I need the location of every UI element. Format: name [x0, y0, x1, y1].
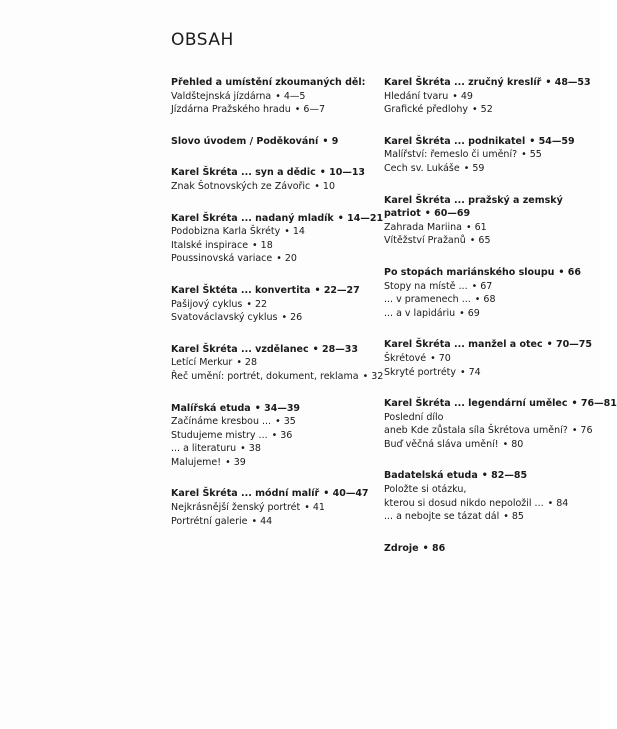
toc-heading-entry	[171, 166, 376, 180]
toc-entry	[384, 103, 589, 117]
toc-section	[384, 135, 589, 176]
toc-heading-entry	[384, 76, 589, 90]
toc-section	[171, 212, 384, 266]
toc-entry-title: Malířská etuda	[171, 402, 251, 414]
toc-entry-title: Karel Škréta ... pražský a zemský	[384, 194, 563, 206]
toc-entry-title: Malířství: řemeslo či umění?	[384, 149, 518, 161]
toc-entry-title: Pašijový cyklus	[171, 298, 243, 310]
toc-entry	[171, 415, 376, 429]
toc-entry-title: Po stopách mariánského sloupu	[384, 266, 555, 278]
toc-entry-title: Studujeme mistry ...	[171, 429, 268, 441]
toc-entry	[171, 456, 376, 470]
toc-entry-title: Buď věčná sláva umění!	[384, 438, 499, 450]
toc-entry-title: Začínáme kresbou ...	[171, 416, 272, 428]
toc-entry-title: Vítěžství Pražanů	[384, 235, 466, 247]
toc-entry	[384, 90, 589, 104]
toc-entry-title: Karel Škréta ... manžel a otec	[384, 339, 543, 351]
toc-section	[171, 284, 376, 325]
toc-entry-title: Badatelská etuda	[384, 470, 478, 482]
toc-entry	[384, 148, 589, 162]
toc-heading-entry	[384, 194, 589, 208]
toc-page-number: • 67	[471, 280, 493, 292]
toc-entry-title: Karel Škréta ... vzdělanec	[171, 343, 309, 355]
toc-page-number: • 39	[225, 456, 246, 468]
toc-page-number: • 61	[466, 221, 487, 233]
toc-entry-title: Přehled a umístění zkoumaných děl:	[171, 77, 366, 88]
toc-page-number: • 44	[251, 515, 273, 527]
toc-entry-title: Karel Škréta ... nadaný mladík	[171, 212, 334, 224]
toc-right-column	[384, 76, 617, 573]
toc-page-number: • 68	[474, 294, 496, 306]
toc-heading-entry	[384, 135, 589, 149]
toc-entry-title: Letící Merkur	[171, 357, 233, 369]
toc-page-number: • 85	[503, 511, 524, 523]
toc-entry	[171, 515, 376, 529]
toc-section	[384, 76, 589, 117]
toc-heading-entry	[171, 487, 376, 501]
toc-page-number: • 82—85	[481, 470, 528, 482]
toc-entry	[384, 221, 589, 235]
toc-page-number: • 41	[304, 502, 325, 514]
toc-entry-title: Grafické předlohy	[384, 104, 469, 116]
toc-entry	[171, 103, 376, 117]
toc-entry	[384, 483, 589, 497]
toc-entry	[171, 356, 376, 370]
toc-heading-entry	[384, 266, 589, 280]
toc-heading-entry	[384, 542, 589, 556]
toc-heading-entry	[171, 343, 376, 357]
toc-entry	[171, 501, 376, 515]
toc-entry-title: Svatováclavský cyklus	[171, 312, 278, 324]
toc-page-number: • 10—13	[319, 167, 366, 179]
toc-entry-title: Karel Šktéta ... konvertita	[171, 284, 311, 296]
toc-entry	[171, 180, 376, 194]
toc-left-column	[171, 76, 384, 546]
toc-section	[171, 487, 376, 528]
toc-section	[384, 338, 592, 379]
toc-heading-entry	[384, 397, 617, 411]
toc-section	[171, 343, 384, 384]
toc-section	[171, 166, 376, 193]
toc-page-number: • 22	[246, 298, 268, 310]
toc-entry	[384, 234, 589, 248]
toc-entry-title: Zahrada Mariina	[384, 221, 462, 233]
toc-page-number: • 70—75	[546, 339, 592, 351]
toc-heading-entry	[171, 76, 376, 90]
toc-page-number: • 49	[452, 90, 473, 102]
toc-page-number: • 48—53	[545, 77, 591, 88]
toc-entry-title: ... v pramenech ...	[384, 294, 471, 306]
toc-page-number: • 65	[469, 235, 491, 247]
toc-page-number: • 28	[236, 357, 258, 369]
toc-entry-title: Stopy na místě ...	[384, 280, 468, 292]
toc-entry-title: kterou si dosud nikdo nepoložil ...	[384, 497, 544, 509]
toc-page-number: • 14—21	[337, 212, 384, 224]
toc-page-number: • 60—69	[424, 208, 471, 220]
toc-entry-title: Hledání tvaru	[384, 90, 449, 102]
toc-page-number: • 10	[314, 180, 335, 192]
toc-entry	[384, 366, 589, 380]
toc-section	[384, 194, 589, 248]
toc-entry-title: Jízdárna Pražského hradu	[171, 104, 291, 116]
toc-entry-title: Nejkrásnější ženský portrét	[171, 502, 301, 514]
toc-entry	[384, 424, 593, 438]
toc-entry-title: Položte si otázku,	[384, 484, 467, 496]
toc-entry	[171, 311, 376, 325]
toc-entry-title: ... a literaturu	[171, 443, 237, 455]
toc-section	[384, 469, 589, 523]
toc-heading-entry	[171, 402, 376, 416]
toc-entry-title: patriot	[384, 208, 421, 220]
toc-heading-entry	[171, 135, 376, 149]
toc-section	[171, 135, 376, 149]
toc-entry-title: Řeč umění: portrét, dokument, reklama	[171, 370, 359, 382]
toc-entry-title: Slovo úvodem / Poděkování	[171, 135, 319, 147]
toc-entry	[171, 370, 384, 384]
toc-entry-title: Karel Škréta ... podnikatel	[384, 135, 526, 147]
toc-entry-title: Valdštejnská jízdárna	[171, 90, 272, 102]
toc-heading-entry	[171, 212, 384, 226]
toc-page-number: • 20	[276, 253, 297, 265]
page-title: OBSAH	[171, 30, 234, 50]
toc-page-number: • 86	[422, 542, 446, 554]
toc-entry-title: Škrétové	[384, 352, 427, 364]
toc-section	[171, 402, 376, 470]
toc-entry-title: Zdroje	[384, 542, 419, 554]
toc-entry	[171, 442, 376, 456]
toc-page-number: • 70	[430, 352, 451, 364]
toc-page-number: • 4—5	[275, 90, 306, 102]
toc-entry-title: Karel Škréta ... zručný kreslíř	[384, 77, 542, 88]
toc-section	[384, 542, 589, 556]
toc-entry-title: Karel Škréta ... legendární umělec	[384, 398, 568, 410]
toc-entry	[384, 162, 589, 176]
toc-heading-entry	[384, 469, 589, 483]
toc-entry-title: Skryté portréty	[384, 366, 457, 378]
toc-heading-entry	[384, 207, 589, 221]
toc-section	[171, 76, 376, 117]
toc-entry	[384, 510, 589, 524]
toc-entry-title: Karel Škréta ... módní malíř	[171, 488, 320, 500]
toc-section	[384, 266, 589, 320]
toc-entry-title: Portrétní galerie	[171, 515, 248, 527]
toc-page-number: • 18	[252, 239, 273, 251]
toc-entry-title: Malujeme!	[171, 456, 222, 468]
toc-entry-title: Podobizna Karla Škréty	[171, 226, 281, 238]
toc-page-number: • 55	[521, 149, 542, 161]
toc-entry-title: Italské inspirace	[171, 239, 249, 251]
toc-entry-title: aneb Kde zůstala síla Škrétova umění?	[384, 425, 568, 437]
toc-entry	[384, 411, 589, 425]
toc-page-number: • 28—33	[312, 343, 358, 355]
toc-entry-title: Karel Škréta ... syn a dědic	[171, 167, 316, 179]
toc-entry	[384, 497, 589, 511]
toc-page-number: • 22—27	[314, 284, 360, 296]
toc-page-number: • 14	[284, 226, 305, 238]
toc-entry	[171, 239, 376, 253]
toc-entry	[384, 438, 589, 452]
toc-entry	[171, 225, 376, 239]
toc-entry	[171, 298, 376, 312]
toc-entry	[171, 90, 376, 104]
toc-heading-entry	[171, 284, 376, 298]
toc-entry-title: Znak Šotnovských ze Závořic	[171, 180, 311, 192]
toc-page-number: • 32	[362, 370, 384, 382]
toc-heading-entry	[384, 338, 592, 352]
toc-page-number: • 36	[271, 429, 293, 441]
toc-section	[384, 397, 617, 451]
toc-entry-title: Poussinovská variace	[171, 253, 273, 265]
toc-entry	[384, 352, 589, 366]
toc-entry-title: ... a nebojte se tázat dál	[384, 511, 500, 523]
toc-page-number: • 74	[460, 366, 481, 378]
toc-entry	[171, 429, 376, 443]
toc-entry	[171, 252, 376, 266]
toc-page-number: • 35	[275, 416, 296, 428]
toc-page-number: • 52	[472, 104, 493, 116]
toc-page-number: • 76	[571, 425, 593, 437]
toc-page-number: • 59	[463, 162, 485, 174]
toc-entry-title: ... a v lapidáriu	[384, 307, 456, 319]
toc-page-number: • 26	[281, 312, 303, 324]
toc-page-number: • 80	[502, 438, 524, 450]
toc-page-number: • 38	[240, 443, 261, 455]
toc-page-number: • 54—59	[529, 135, 575, 147]
toc-page-number: • 40—47	[323, 488, 369, 500]
toc-page-number: • 84	[547, 497, 569, 509]
toc-entry	[384, 307, 589, 321]
toc-entry-title: Poslední dílo	[384, 411, 444, 423]
toc-page-number: • 34—39	[254, 402, 301, 414]
toc-page-number: • 76—81	[571, 398, 617, 410]
toc-page-number: • 9	[322, 135, 339, 147]
toc-entry	[384, 293, 589, 307]
toc-page-number: • 6—7	[294, 104, 325, 116]
toc-entry	[384, 280, 589, 294]
toc-page-number: • 69	[459, 307, 480, 319]
toc-page-number: • 66	[558, 266, 581, 278]
toc-entry-title: Cech sv. Lukáše	[384, 162, 460, 174]
